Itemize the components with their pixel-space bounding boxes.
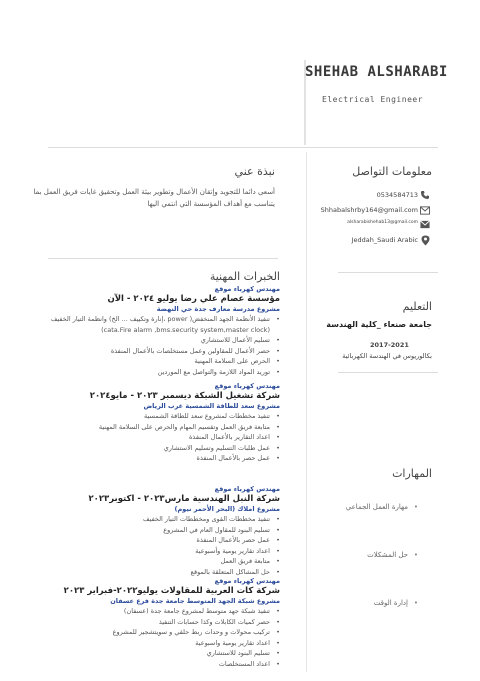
education-years: 2017-2021	[370, 341, 409, 349]
job-project: مشروع املاك (البحر الأحمر نيوم)	[174, 505, 280, 513]
job-title: شركة تشغيل الشبكة ديسمبر ٢٠٢٣ - مايو٢٠٢٤	[89, 391, 280, 401]
location-value: Jeddah_Saudi Arabic	[351, 236, 418, 244]
contact-heading: معلومات التواصل	[352, 165, 432, 178]
education-degree: بكالوريوس في الهندسة الكهربائية	[342, 352, 432, 360]
location-icon	[420, 235, 430, 245]
job-role: مهندس كهرباء موقع	[214, 485, 280, 493]
job-project: مشروع سعد للطاقة الشمسية غرب الرياض	[143, 402, 280, 410]
job-project: مشروع مدرسة معارف جدة حي النهضة	[156, 305, 280, 313]
skill-item: • مهارة العمل الجماعي	[0, 495, 418, 519]
job-bullet: • عمل حصر بالأعمال المنفذة	[25, 453, 280, 464]
skill-item: • حل المشكلات	[0, 543, 418, 567]
job-project: مشروع شبكة الجهد المتوسط جامعة جدة فرع عسفان	[110, 597, 280, 605]
contact-divider	[338, 272, 438, 273]
phone-icon	[420, 190, 430, 200]
phone-value: 0534584713	[376, 191, 418, 199]
job-title: شركة كات العربية للمقاولات يوليو٢٠٢٢-فبراير ٢٠٢٣	[63, 586, 280, 596]
link-value[interactable]: alsharabishehab13@gmail.com	[347, 220, 418, 225]
top-divider	[48, 147, 438, 148]
person-name: SHEHAB ALSHARABI	[305, 64, 448, 80]
job-bullet: • تنفيذ مخططات لمشروع سعد للطاقة الشمسية	[25, 411, 280, 422]
job-entry	[25, 484, 280, 577]
job-bullet: • تسليم الأعمال للاستشاري	[25, 335, 280, 346]
skills-heading: المهارات	[392, 467, 432, 480]
job-bullet: • تنفيذ الأنظمة الجهد المنخفض( power ،إنارة وتكييف ... الخ) وانظمة التيار الخفيف (cata.Fire alarm ,bms.security system,master clock)	[25, 314, 280, 335]
job-entry	[25, 381, 280, 464]
experience-heading: الخبرات المهنية	[209, 270, 280, 283]
job-bullet: • تسليم البنود للاستشاري	[25, 648, 280, 659]
job-bullet: • متابعة فريق العمل	[25, 556, 280, 567]
about-text: أسعى دائما للتجويد وإتقان الأعمال وتطوير بيئة العمل وتحقيق غايات فريق العمل بما يتناسب مع أهداف المؤسسة التي انتمي اليها	[33, 188, 275, 208]
job-bullet: • الحرص على السلامة المهنية	[25, 356, 280, 367]
job-role: مهندس كهرباء موقع	[214, 382, 280, 390]
job-bullet: • تنفيذ شبكة جهد متوسط لمشروع جامعة جدة (عسفان)	[25, 606, 280, 617]
job-bullet: • تنفيذ مخططات القوى ومخططات التيار الخفيف	[25, 514, 280, 525]
job-bullet: • حصر الأعمال للمقاولين وعمل مستخلصات بالأعمال المنفذة	[25, 346, 280, 357]
job-bullet: • حصر كميات الكابلات وكذا حسابات التنفيذ	[25, 617, 280, 628]
education-heading: التعليم	[402, 300, 432, 313]
job-title: شركة النبل الهندسية مارس٢٠٢٣ - اكتوبر٢٠٢٣	[88, 494, 280, 504]
job-role: مهندس كهرباء موقع	[214, 577, 280, 585]
job-bullet: • اعداد تقارير يومية وأسبوعية	[25, 546, 280, 557]
job-bullet: • اعداد المستخلصات	[25, 659, 280, 670]
job-bullet: • اعداد التقارير بالأعمال المنفذة	[25, 432, 280, 443]
email-icon	[420, 205, 430, 215]
job-role: مهندس كهرباء موقع	[214, 285, 280, 293]
link-icon	[420, 219, 430, 229]
job-entry	[25, 284, 280, 377]
job-bullet: • اعداد تقارير يومية واسبوعية	[25, 638, 280, 649]
job-bullet: • عمل طلبات التسليم وتسليم الاستشاري	[25, 443, 280, 454]
about-divider	[48, 258, 278, 259]
education-divider	[338, 372, 438, 373]
job-title: Electrical Engineer	[322, 95, 424, 104]
about-heading: نبذة عني	[234, 165, 275, 178]
job-bullet: • حل المشاكل المتعلقة بالموقع	[25, 567, 280, 578]
job-bullet: • تسليم البنود للمقاول العام في المشروع	[25, 525, 280, 536]
job-bullet: • متابعة فريق العمل وتقسيم المهام والحرص على السلامة المهنية	[25, 422, 280, 433]
job-bullet: • عمل حصر بالأعمال المنفذة	[25, 535, 280, 546]
education-school: جامعة صنعاء _كلية الهندسة	[326, 320, 432, 329]
job-entry	[25, 576, 280, 669]
job-bullet: • تركيب محولات و وحدات ربط حلقي و سويتشجير للمشروع	[25, 627, 280, 638]
email-value[interactable]: Shhabalshrby164@gmail.com	[320, 206, 418, 214]
skill-item: • إدارة الوقت	[0, 591, 418, 615]
job-bullet: • توريد المواد اللازمة والتواصل مع الموردين	[25, 367, 280, 378]
job-title: مؤسسة عصام علي رضا يوليو ٢٠٢٤ - الآن	[107, 294, 280, 304]
